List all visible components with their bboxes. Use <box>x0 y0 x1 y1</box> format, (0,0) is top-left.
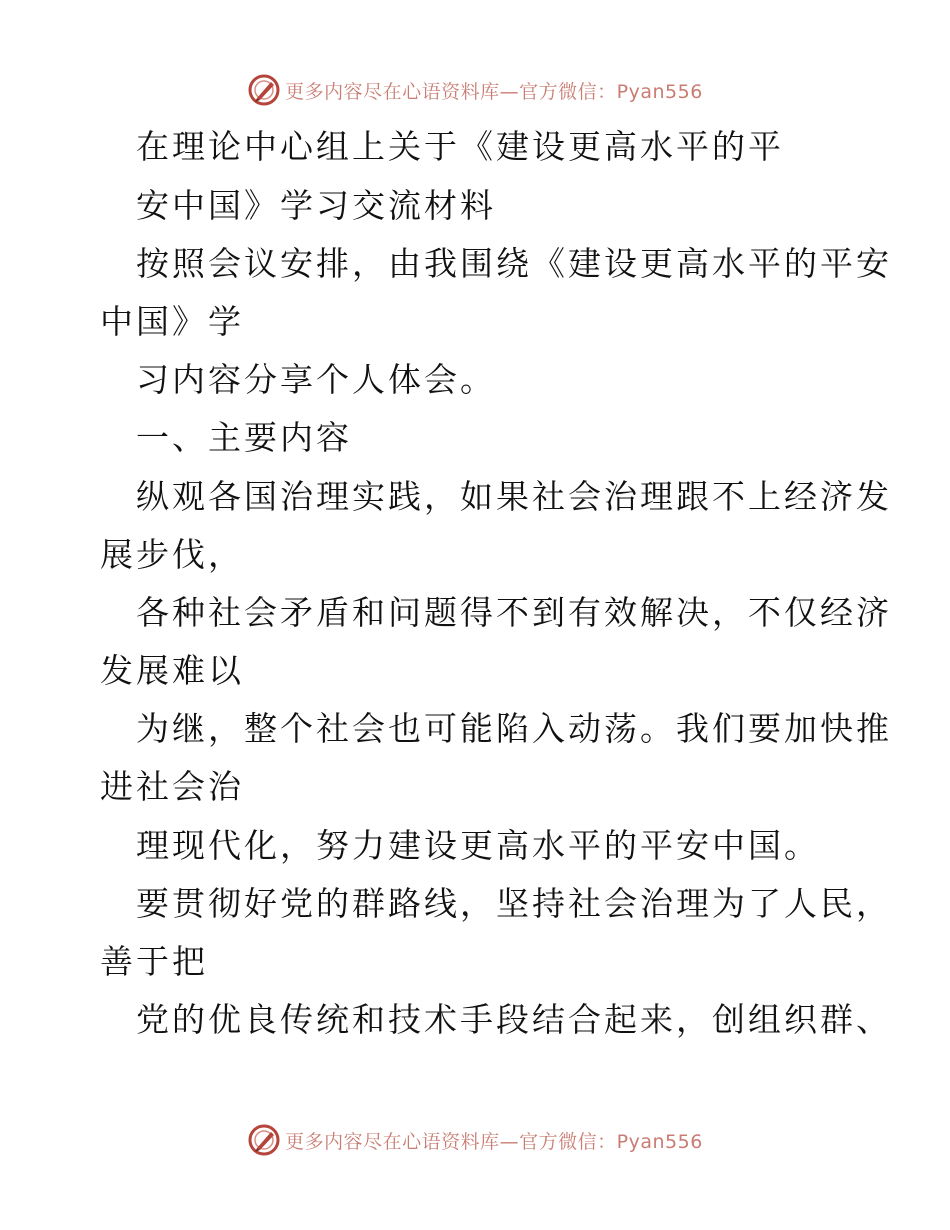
paragraph-line: 理现代化，努力建设更高水平的平安中国。 <box>136 826 820 865</box>
paragraph-line: 进社会治 <box>100 767 244 806</box>
paragraph-line: 各种社会矛盾和问题得不到有效解决，不仅经济 <box>136 593 892 632</box>
doc-title-line-2: 安中国》学习交流材料 <box>136 186 496 225</box>
doc-title-line-1: 在理论中心组上关于《建设更高水平的平 <box>136 127 784 166</box>
section-heading: 一、主要内容 <box>136 418 352 457</box>
watermark-handle: Pyan556 <box>616 80 703 103</box>
paragraph-line: 党的优良传统和技术手段结合起来，创组织群、 <box>136 1000 892 1039</box>
paragraph-line: 按照会议安排，由我围绕《建设更高水平的平安 <box>136 244 892 283</box>
footer-watermark <box>0 1120 950 1160</box>
paragraph-line: 善于把 <box>100 942 208 981</box>
watermark-text: 更多内容尽在心语资料库—官方微信：Pyan556 <box>285 80 703 103</box>
paragraph-line: 为继，整个社会也可能陷入动荡。我们要加快推 <box>136 709 892 748</box>
paragraph-line: 发展难以 <box>100 651 244 690</box>
paragraph-line: 要贯彻好党的群路线，坚持社会治理为了人民， <box>136 884 892 923</box>
paragraph-line: 中国》学 <box>100 302 244 341</box>
watermark-handle: Pyan556 <box>616 1130 703 1153</box>
paragraph-line: 展步伐， <box>100 535 244 574</box>
pen-circle-logo-icon <box>247 1123 281 1157</box>
paragraph-line: 纵观各国治理实践，如果社会治理跟不上经济发 <box>136 477 892 516</box>
watermark-text: 更多内容尽在心语资料库—官方微信：Pyan556 <box>285 1130 703 1153</box>
paragraph-line: 习内容分享个人体会。 <box>136 360 496 399</box>
